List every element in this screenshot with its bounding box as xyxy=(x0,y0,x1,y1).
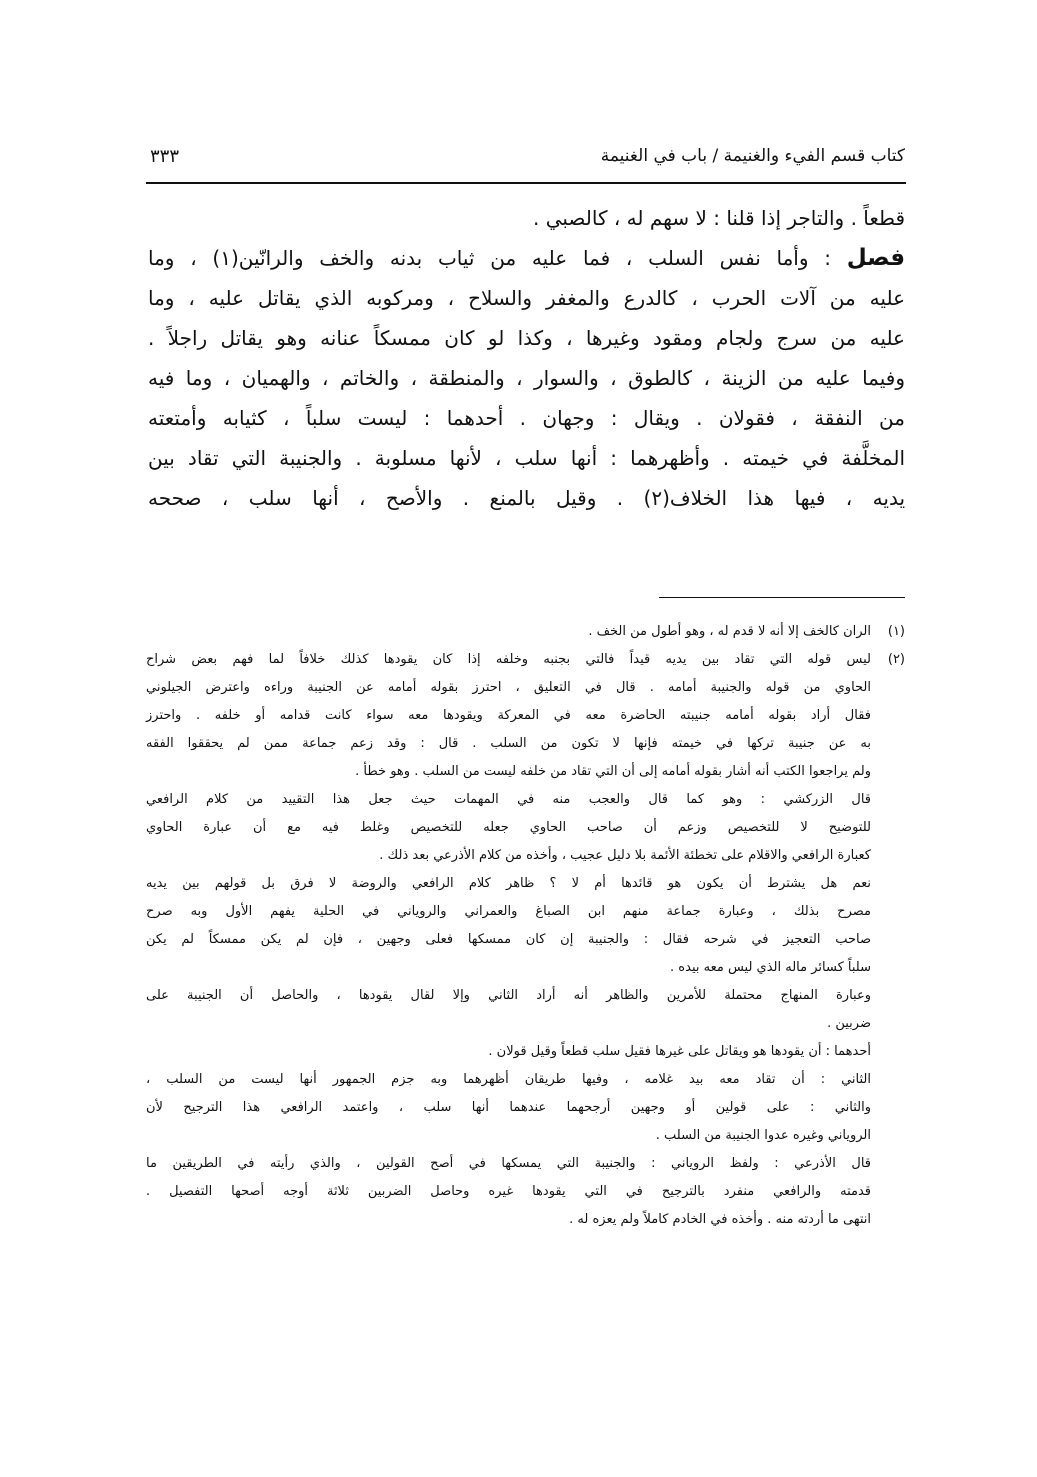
header-rule xyxy=(146,182,906,184)
footnote-line xyxy=(146,982,905,1010)
footnote-text: ليس قوله التي تقاد بين يديه قيداً فالتي بجنبه وخلفه إذا كان يقودها كذلك خلافاً لما فهم بعض شراح xyxy=(146,652,871,667)
footnote-number xyxy=(871,1010,905,1038)
footnote-text: قدمته والرافعي منفرد بالترجيح في التي يقودها غيره وحاصل الضربين ثلاثة أوجه أصحها التفصيل . xyxy=(146,1184,871,1199)
footnote-line xyxy=(146,814,905,842)
footnote-line xyxy=(146,1122,905,1150)
footnote-text: ضربين . xyxy=(827,1016,871,1031)
footnote-number xyxy=(871,842,905,870)
footnote-number xyxy=(871,758,905,786)
line-text: المخلَّفة في خيمته . وأظهرهما : أنها سلب ، لأنها مسلوبة . والجنيبة التي تقاد بين xyxy=(148,446,905,470)
footnote-text: صاحب التعجيز في شرحه فقال : والجنيبة إن كان ممسكها فعلى وجهين ، فإن لم يكن ممسكاً لم يكن xyxy=(146,932,871,947)
footnote-text: مصرح بذلك ، وعبارة جماعة منهم ابن الصباغ والعمراني والروياني في الحلية يفهم الأول وبه صرح xyxy=(146,904,871,919)
line-text: عليه من سرج ولجام ومقود وغيرها ، وكذا لو كان ممسكاً عنانه وهو يقاتل راجلاً . xyxy=(148,326,905,350)
footnote-number: (٢) xyxy=(887,652,905,667)
main-text-line xyxy=(148,438,905,478)
footnote-line xyxy=(146,1150,905,1178)
section-heading-fasl: فصل xyxy=(846,245,906,271)
footnote-text: وعبارة المنهاج محتملة للأمرين والظاهر أنه أراد الثاني وإلا لقال يقودها ، والحاصل أن الجنيبة على xyxy=(146,988,871,1003)
main-text xyxy=(148,198,905,518)
footnote-line xyxy=(146,1178,905,1206)
footnote-number xyxy=(871,1038,905,1066)
footnote-line xyxy=(146,1010,905,1038)
main-text-line xyxy=(148,398,905,438)
footnote-text: الثاني : أن تقاد معه بيد غلامه ، وفيها طريقان أظهرهما وبه جزم الجمهور أنها ليست من السلب ، xyxy=(146,1072,871,1087)
footnote-number xyxy=(871,870,905,898)
footnote-number xyxy=(871,982,905,1010)
main-text-line xyxy=(148,318,905,358)
line-text: عليه من آلات الحرب ، كالدرع والمغفر والسلاح ، ومركوبه الذي يقاتل عليه ، وما xyxy=(148,286,905,310)
footnote-line xyxy=(146,786,905,814)
running-header-title: كتاب قسم الفيء والغنيمة / باب في الغنيمة xyxy=(600,146,905,166)
footnote-text: انتهى ما أردته منه . وأخذه في الخادم كاملاً ولم يعزه له . xyxy=(569,1212,871,1227)
footnote-line xyxy=(146,1094,905,1122)
footnote-number xyxy=(871,1150,905,1178)
main-text-line xyxy=(148,198,905,238)
footnote-line xyxy=(146,702,905,730)
footnote-text: الران كالخف إلا أنه لا قدم له ، وهو أطول من الخف . xyxy=(588,624,871,639)
page-number: ٣٣٣ xyxy=(150,146,180,167)
footnote-number xyxy=(871,786,905,814)
footnote-number xyxy=(871,1178,905,1206)
footnote-number xyxy=(871,702,905,730)
line-text: يديه ، فيها هذا الخلاف(٢) . وقيل بالمنع . والأصح ، أنها سلب ، صححه xyxy=(148,486,906,510)
footnote-text: الحاوي من قوله والجنيبة أمامه . قال في التعليق ، احترز بقوله أمامه عن الجنيبة وراءه واعترض الجيلوني xyxy=(146,680,871,695)
footnote-number xyxy=(871,1122,905,1150)
footnote-line xyxy=(146,1206,905,1234)
footnote-number: (١) xyxy=(887,624,905,639)
footnote-text: الروياني وغيره عدوا الجنيبة من السلب . xyxy=(655,1128,871,1143)
main-text-line xyxy=(148,238,905,278)
line-text: من النفقة ، فقولان . ويقال : وجهان . أحدهما : ليست سلباً ، كثيابه وأمتعته xyxy=(148,406,905,430)
footnote-line xyxy=(146,618,905,646)
footnote-text: أحدهما : أن يقودها هو ويقاتل على غيرها فقيل سلب قطعاً وقيل قولان . xyxy=(488,1044,871,1059)
footnote-number xyxy=(871,814,905,842)
main-text-line xyxy=(148,278,905,318)
footnote-text: كعبارة الرافعي والاقلام على تخطئة الأئمة بلا دليل عجيب ، وأخذه من كلام الأذرعي بعد ذلك . xyxy=(379,848,871,863)
footnote-text: قال الزركشي : وهو كما قال والعجب منه في المهمات حيث جعل هذا التقييد من كلام الرافعي xyxy=(146,792,871,807)
footnote-number xyxy=(871,954,905,982)
footnote-text: به عن جنيبة تركها في خيمته فإنها لا تكون من السلب . قال : وقد زعم جماعة ممن لم يحققوا الفقه xyxy=(146,736,871,751)
footnote-line xyxy=(146,674,905,702)
line-text: وفيما عليه من الزينة ، كالطوق ، والسوار ، والمنطقة ، والخاتم ، والهميان ، وما فيه xyxy=(148,366,905,390)
footnote-line xyxy=(146,730,905,758)
footnote-number xyxy=(871,926,905,954)
line-text: : وأما نفس السلب ، فما عليه من ثياب بدنه والخف والرانّين(١) ، وما xyxy=(148,246,847,270)
footnote-number xyxy=(871,674,905,702)
footnote-line xyxy=(146,898,905,926)
footnote-number xyxy=(871,898,905,926)
footnotes xyxy=(146,618,905,1234)
footnote-line xyxy=(146,1038,905,1066)
main-text-line xyxy=(148,478,905,518)
footnote-number xyxy=(871,1066,905,1094)
footnote-separator xyxy=(659,597,905,598)
footnote-text: للتوضيح لا للتخصيص وزعم أن صاحب الحاوي جعله للتخصيص وغلط فيه مع أن عبارة الحاوي xyxy=(146,820,871,835)
footnote-line xyxy=(146,954,905,982)
footnote-line xyxy=(146,758,905,786)
footnote-text: والثاني : على قولين أو وجهين أرجحهما عندهما أنها سلب ، واعتمد الرافعي هذا الترجيح لأن xyxy=(146,1100,871,1115)
footnote-text: نعم هل يشترط أن يكون هو قائدها أم لا ؟ ظاهر كلام الرافعي والروضة لا فرق بل قولهم بين يديه xyxy=(146,876,871,891)
footnote-line xyxy=(146,1066,905,1094)
footnote-number xyxy=(871,730,905,758)
footnote-line xyxy=(146,926,905,954)
footnote-line xyxy=(146,646,905,674)
main-text-line xyxy=(148,358,905,398)
line-text: قطعاً . والتاجر إذا قلنا : لا سهم له ، كالصبي . xyxy=(533,206,905,230)
footnote-text: فقال أراد بقوله أمامه جنيبته الحاضرة معه في المعركة ويقودها معه سواء كانت قدامه أو خلفه . واحترز xyxy=(146,708,871,723)
footnote-text: قال الأذرعي : ولفظ الروياني : والجنيبة التي يمسكها في أصح القولين ، والذي رأيته في الطريقين ما xyxy=(146,1156,871,1171)
footnote-number xyxy=(871,1094,905,1122)
footnote-text: سلباً كسائر ماله الذي ليس معه بيده . xyxy=(670,960,871,975)
footnote-text: ولم يراجعوا الكتب أنه أشار بقوله أمامه إلى أن التي تقاد من خلفه ليست من السلب . وهو خطأ . xyxy=(355,764,871,779)
footnote-line xyxy=(146,870,905,898)
footnote-line xyxy=(146,842,905,870)
footnote-number xyxy=(871,1206,905,1234)
